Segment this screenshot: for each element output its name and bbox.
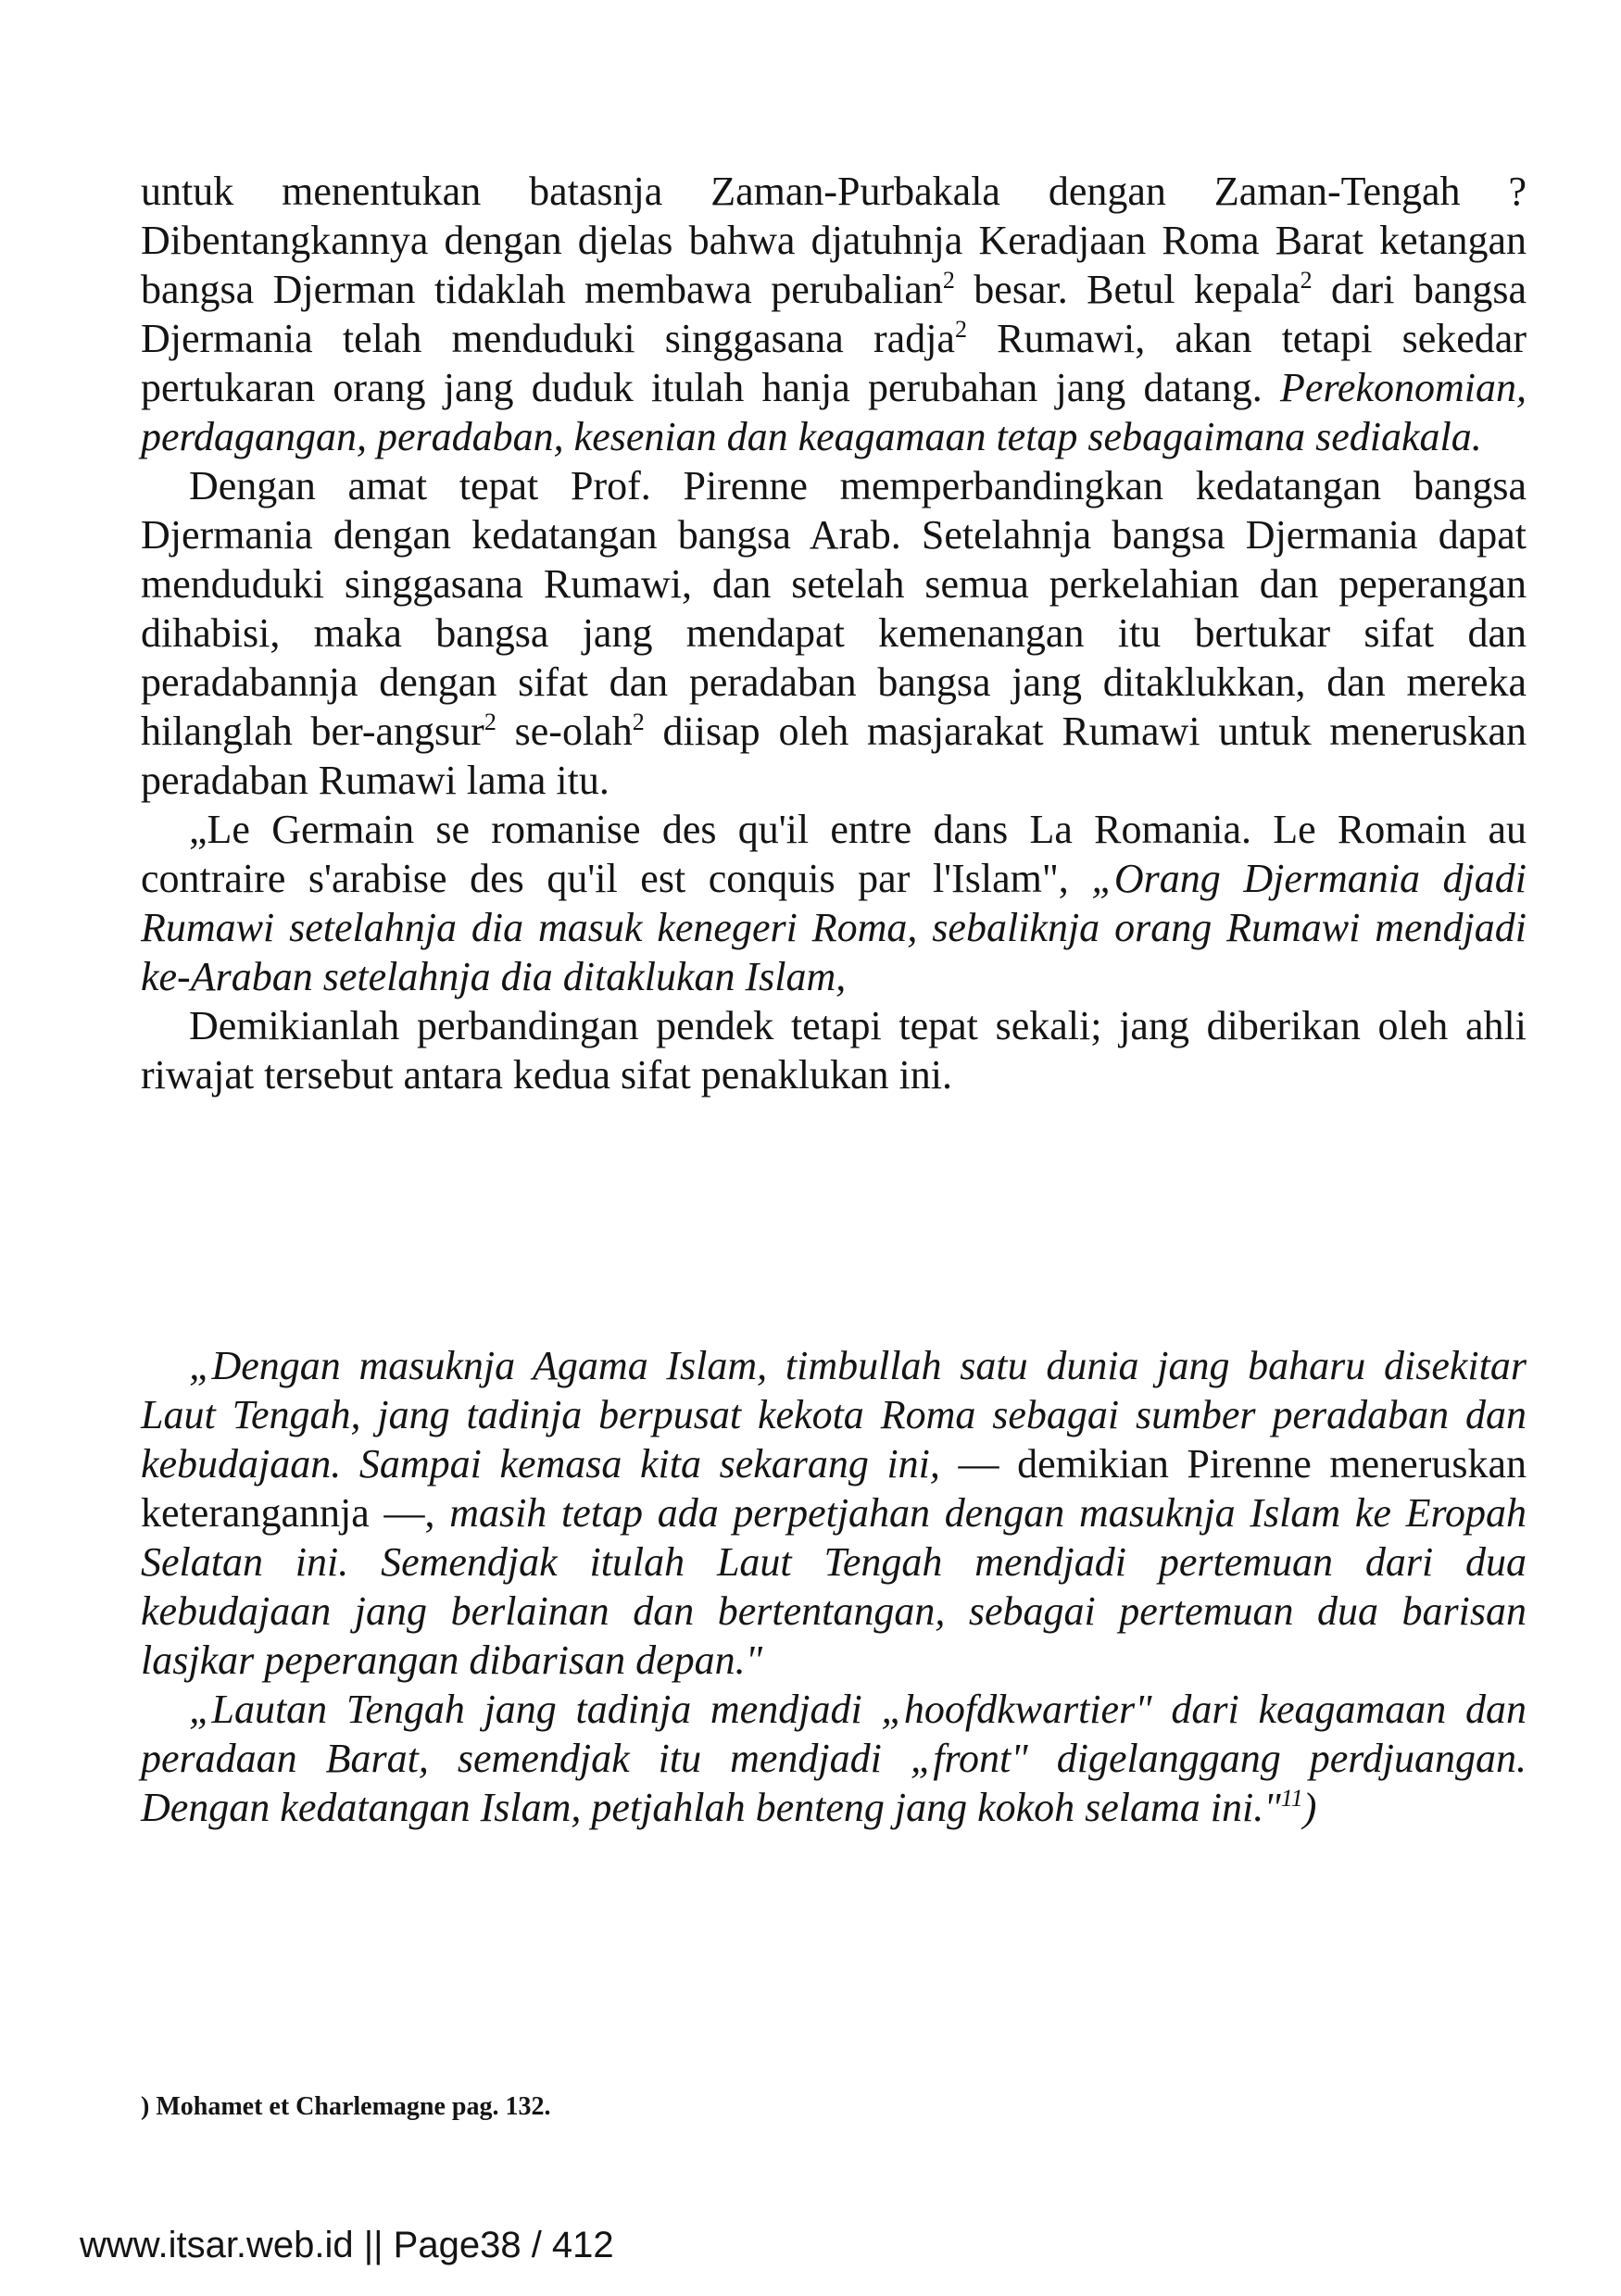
italic-passage: Perekonomian, perdagangan, peradaban, kesenian dan keagamaan tetap sebagaimana sediakala.	[141, 365, 1527, 459]
footnote-reference: 11	[1280, 1785, 1303, 1812]
paragraph-1: untuk menentukan batasnja Zaman-Purbakala dengan Zaman-Tengah ? Dibentangkannya dengan djelas bahwa djatuhnja Keradjaan Roma Barat ketangan bangsa Djerman tidaklah membawa perubalian$^2$ besar. Betul kepala$^2$ dari bangsa Djermania telah menduduki singgasana radja$^2$ Rumawi, akan tetapi sekedar pertukaran orang jang duduk itulah hanja perubahan jang datang. Perekonomian, perdagangan, peradaban, kesenian dan keagamaan tetap sebagaimana sediakala.	[141, 169, 1527, 459]
paragraph-4: Demikianlah perbandingan pendek tetapi tepat sekali; jang diberikan oleh ahli riwajat tersebut antara kedua sifat penaklukan ini.	[141, 1003, 1527, 1098]
paragraph-2: Dengan amat tepat Prof. Pirenne memperbandingkan kedatangan bangsa Djermania dengan kedatangan bangsa Arab. Setelahnja bangsa Djermania dapat menduduki singgasana Rumawi, dan setelah semua perkelahian dan peperangan dihabisi, maka bangsa jang mendapat kemenangan itu bertukar sifat dan peradabannja dengan sifat dan peradaban bangsa jang ditaklukkan, dan mereka hilanglah ber-angsur$^2$ se-olah$^2$ diisap oleh masjarakat Rumawi untuk meneruskan peradaban Rumawi lama itu.	[141, 463, 1527, 803]
paragraph-3-quote: „Le Germain se romanise des qu'il entre dans La Romania. Le Romain au contraire s'arabise des qu'il est conquis par l'Islam", „Orang Djermania djadi Rumawi setelahnja dia masuk kenegeri Roma, sebaliknja orang Rumawi mendjadi ke-Araban setelahnja dia ditaklukan Islam,	[141, 807, 1527, 999]
footnote: ) Mohamet et Charlemagne pag. 132.	[141, 2092, 551, 2121]
quote-paragraph-2: „Lautan Tengah jang tadinja mendjadi „hoofdkwartier" dari keagamaan dan peradaan Barat, semendjak itu mendjadi „front" digelanggang perdjuangan. Dengan kedatangan Islam, petjahlah benteng jang kokoh selama ini."$^{11}$)	[141, 1687, 1527, 1830]
page-footer: www.itsar.web.id || Page38 / 412	[80, 2225, 614, 2265]
main-text-block	[141, 167, 1527, 1099]
italic-translation: „Orang Djermania djadi Rumawi setelahnja dia masuk kenegeri Roma, sebaliknja orang Rumawi mendjadi ke-Araban setelahnja dia ditaklukan Islam,	[141, 856, 1527, 999]
quote-text-block	[141, 1341, 1527, 1832]
quote-paragraph-1: „Dengan masuknja Agama Islam, timbullah satu dunia jang baharu disekitar Laut Tengah, jang tadinja berpusat kekota Roma sebagai sumber peradaban dan kebudajaan. Sampai kemasa kita sekarang ini, — demikian Pirenne meneruskan keterangannja —, masih tetap ada perpetjahan dengan masuknja Islam ke Eropah Selatan ini. Semendjak itulah Laut Tengah mendjadi pertemuan dari dua kebudajaan jang berlainan dan bertentangan, sebagai pertemuan dua barisan lasjkar peperangan dibarisan depan."	[141, 1343, 1527, 1683]
